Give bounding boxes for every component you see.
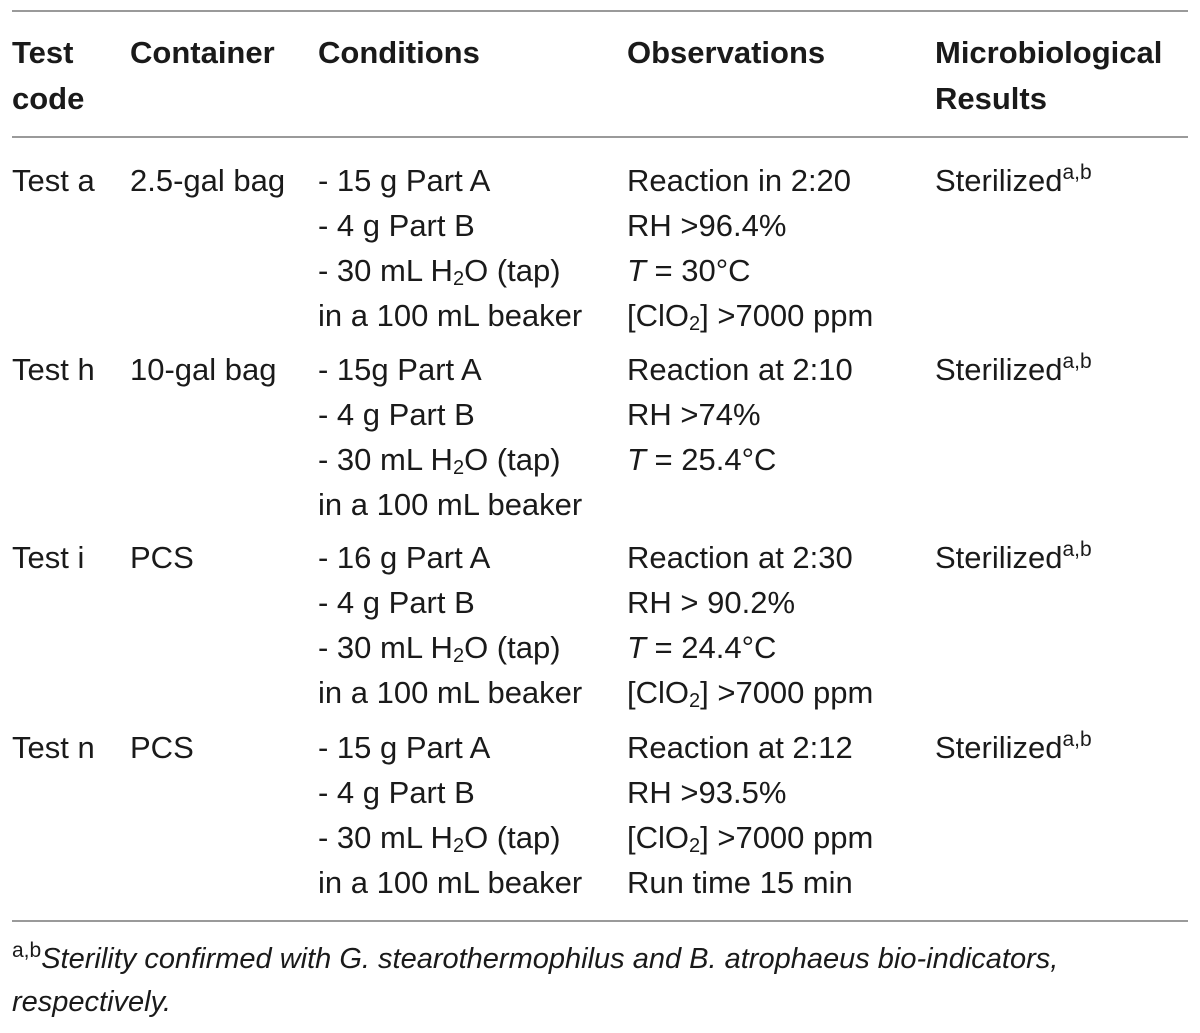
result-text: Sterilized: [935, 352, 1063, 387]
container-cell: 10-gal bag: [130, 352, 277, 387]
header-container: Container: [130, 35, 275, 70]
header-conditions: Conditions: [318, 35, 480, 70]
observation-line: [627, 437, 853, 482]
observation-line: [627, 248, 873, 293]
condition-line: - 15 g Part A: [318, 163, 491, 198]
observation-text: = 24.4°C: [645, 630, 777, 665]
observation-line: RH >93.5%: [627, 775, 787, 810]
condition-text: - 30 mL H: [318, 253, 453, 288]
result-superscript: a,b: [1062, 350, 1092, 373]
condition-line: in a 100 mL beaker: [318, 298, 583, 333]
conditions-cell: [318, 725, 582, 905]
container-cell: 2.5-gal bag: [130, 163, 286, 198]
condition-line: - 4 g Part B: [318, 397, 475, 432]
footnote: [12, 938, 1188, 1024]
condition-text: O (tap): [464, 442, 561, 477]
result-cell: [935, 158, 1092, 203]
condition-line: in a 100 mL beaker: [318, 487, 583, 522]
observations-cell: [627, 535, 873, 715]
result-superscript: a,b: [1062, 728, 1092, 751]
condition-subscript: 2: [452, 457, 465, 479]
condition-line: in a 100 mL beaker: [318, 865, 583, 900]
observations-cell: [627, 158, 873, 338]
footnote-marker: a,b: [12, 939, 42, 962]
condition-line: in a 100 mL beaker: [318, 675, 583, 710]
condition-line: - 15 g Part A: [318, 730, 491, 765]
condition-subscript: 2: [452, 268, 465, 290]
header-test-code-line2: code: [12, 81, 85, 116]
result-cell: [935, 725, 1092, 770]
observation-text: ] >7000 ppm: [700, 298, 874, 333]
observations-cell: [627, 347, 853, 482]
condition-line: - 4 g Part B: [318, 208, 475, 243]
condition-line: [318, 815, 582, 860]
top-rule: [12, 10, 1188, 12]
observation-line: RH >74%: [627, 397, 761, 432]
result-text: Sterilized: [935, 163, 1063, 198]
observation-line: Run time 15 min: [627, 865, 853, 900]
condition-line: - 4 g Part B: [318, 775, 475, 810]
header-test-code: [12, 30, 84, 122]
observation-text: [ClO: [627, 675, 689, 710]
observation-variable: T: [627, 253, 646, 288]
header-test-code-line1: Test: [12, 35, 74, 70]
observation-subscript: 2: [689, 690, 701, 712]
result-superscript: a,b: [1062, 538, 1092, 561]
observation-line: [627, 625, 873, 670]
result-text: Sterilized: [935, 540, 1063, 575]
observation-text: = 25.4°C: [645, 442, 777, 477]
observation-line: [627, 670, 873, 715]
observation-text: = 30°C: [645, 253, 751, 288]
result-text: Sterilized: [935, 730, 1063, 765]
condition-subscript: 2: [452, 835, 465, 857]
observation-text: [ClO: [627, 820, 689, 855]
header-observations: Observations: [627, 35, 826, 70]
condition-text: O (tap): [464, 820, 561, 855]
condition-subscript: 2: [452, 645, 465, 667]
bottom-rule: [12, 920, 1188, 922]
condition-text: O (tap): [464, 630, 561, 665]
observation-text: [ClO: [627, 298, 689, 333]
condition-text: - 30 mL H: [318, 820, 453, 855]
condition-text: - 30 mL H: [318, 442, 453, 477]
condition-line: - 16 g Part A: [318, 540, 491, 575]
header-results-line1: Microbiological: [935, 35, 1163, 70]
conditions-cell: [318, 535, 582, 715]
test-code-cell: Test i: [12, 540, 85, 575]
observation-line: Reaction at 2:10: [627, 352, 853, 387]
result-superscript: a,b: [1062, 161, 1092, 184]
result-cell: [935, 535, 1092, 580]
test-code-cell: Test n: [12, 730, 95, 765]
observation-line: Reaction at 2:12: [627, 730, 853, 765]
observation-line: Reaction at 2:30: [627, 540, 853, 575]
container-cell: PCS: [130, 540, 194, 575]
observations-cell: [627, 725, 873, 905]
condition-line: [318, 248, 582, 293]
observation-variable: T: [627, 630, 646, 665]
observation-line: RH >96.4%: [627, 208, 787, 243]
observation-subscript: 2: [689, 313, 701, 335]
observation-line: [627, 815, 873, 860]
header-results-line2: Results: [935, 81, 1047, 116]
condition-line: [318, 625, 582, 670]
container-cell: PCS: [130, 730, 194, 765]
observation-text: ] >7000 ppm: [700, 675, 874, 710]
condition-text: - 30 mL H: [318, 630, 453, 665]
test-code-cell: Test a: [12, 163, 95, 198]
observation-subscript: 2: [689, 835, 701, 857]
condition-text: O (tap): [464, 253, 561, 288]
conditions-cell: [318, 158, 582, 338]
observation-line: RH > 90.2%: [627, 585, 796, 620]
header-microbiological-results: [935, 30, 1162, 122]
footnote-line2: respectively.: [12, 986, 172, 1018]
condition-line: [318, 437, 582, 482]
observation-line: [627, 293, 873, 338]
observation-line: Reaction in 2:20: [627, 163, 852, 198]
conditions-cell: [318, 347, 582, 527]
test-code-cell: Test h: [12, 352, 95, 387]
header-rule: [12, 136, 1188, 138]
observation-variable: T: [627, 442, 646, 477]
footnote-line1: Sterility confirmed with G. stearothermophilus and B. atrophaeus bio-indicators,: [41, 943, 1059, 975]
condition-line: - 15g Part A: [318, 352, 482, 387]
result-cell: [935, 347, 1092, 392]
observation-text: ] >7000 ppm: [700, 820, 874, 855]
condition-line: - 4 g Part B: [318, 585, 475, 620]
